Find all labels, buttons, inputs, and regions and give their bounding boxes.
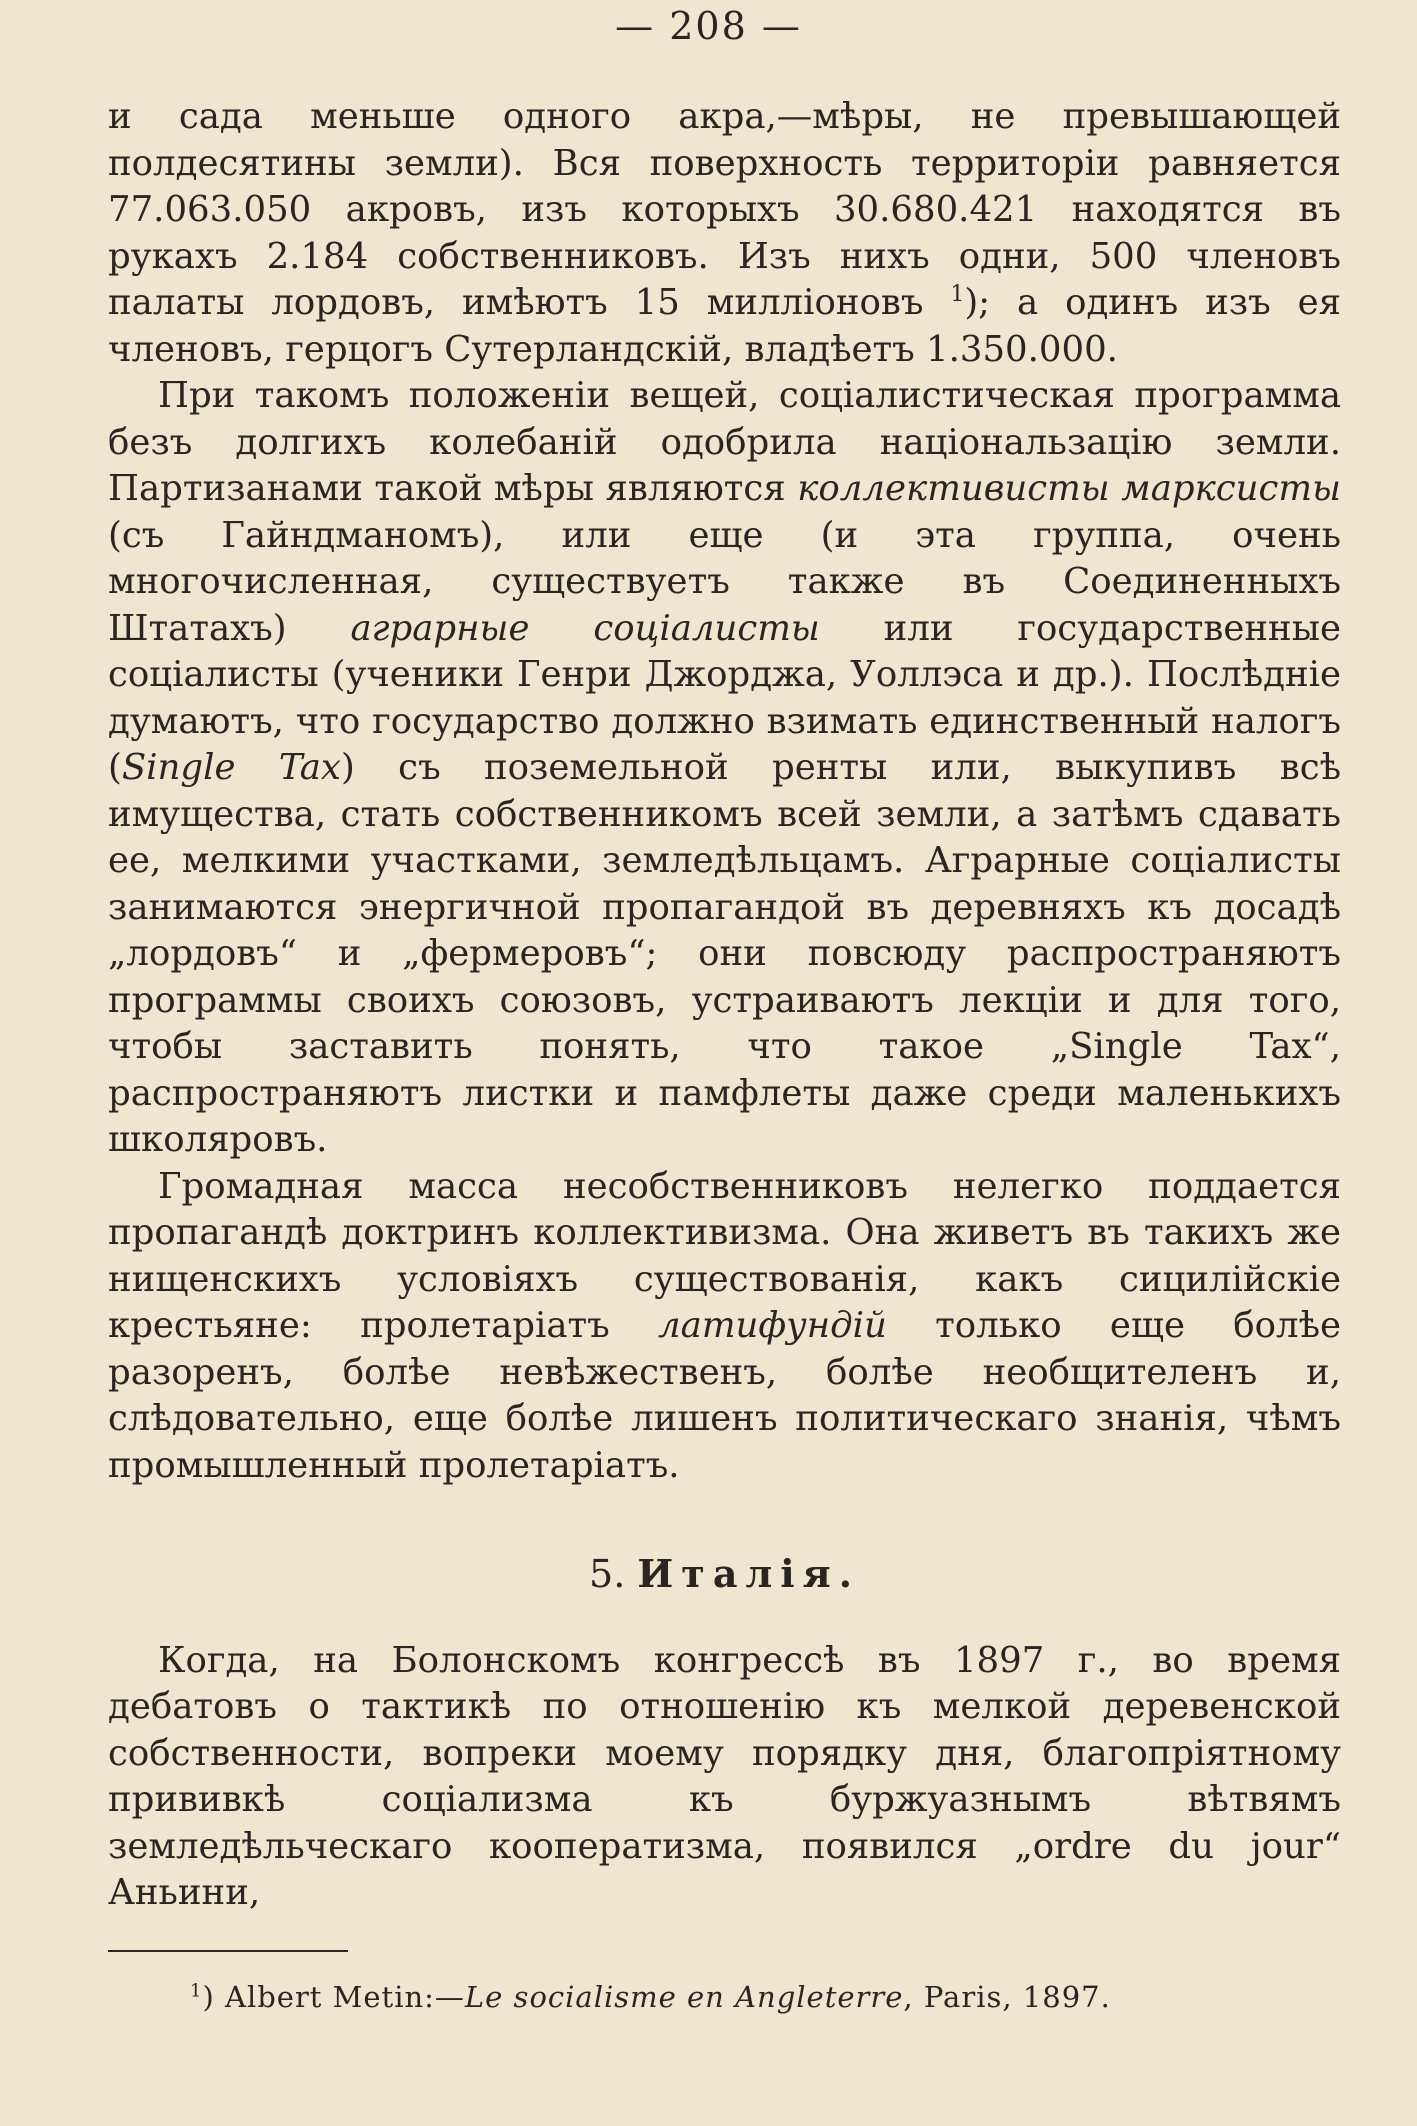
text-segment: ); а одинъ изъ ея членовъ, герцогъ Сутерландскій, владѣетъ 1.350.000.: [108, 282, 1341, 370]
emphasis-text: латифундій: [658, 1305, 887, 1346]
text-segment: только еще болѣе разоренъ, болѣе невѣжественъ, болѣе необщителенъ и, слѣдовательно, еще болѣе лишенъ политическаго знанія, чѣмъ промышленный пролетаріатъ.: [108, 1305, 1341, 1486]
paragraphs: [108, 94, 1341, 1489]
emphasis-text: Single Tax: [121, 747, 341, 788]
section-paragraphs: [108, 1638, 1341, 1917]
footnote: $^1$) Albert Metin:—Le socialisme en Angleterre, Paris, 1897.: [190, 1980, 1111, 2014]
section-number: 5.: [589, 1552, 626, 1596]
footnote-title: Le socialisme en Angleterre: [464, 1980, 904, 2014]
text-segment: Громадная масса несобственниковъ нелегко поддается пропагандѣ доктринъ коллективизма. Она живетъ въ такихъ же нищенскихъ условіяхъ существованія, какъ сицилійскіе крестьяне: пролетаріатъ: [108, 1165, 1341, 1346]
footnote-marker: 1: [190, 1980, 203, 2002]
footnote-reference: 1: [950, 282, 965, 308]
text-segment: и сада меньше одного акра,—мѣры, не превышающей полдесятины земли). Вся поверхность территоріи равняется 77.063.050 акровъ, изъ которыхъ 30.680.421 находятся въ рукахъ 2.184 собственниковъ. Изъ нихъ одни, 500 членовъ палаты лордовъ, имѣютъ 15 милліоновъ: [108, 96, 1341, 323]
body-text: [108, 94, 1341, 1917]
paragraph: [108, 1638, 1341, 1917]
text-segment: ) съ поземельной ренты или, выкупивъ всѣ имущества, стать собственникомъ всей земли, а затѣмъ сдавать ее, мелкими участками, земледѣльцамъ. Аграрные соціалисты занимаются энергичной пропагандой въ деревняхъ къ досадѣ „лордовъ“ и „фермеровъ“; они повсюду распространяютъ программы своихъ союзовъ, устраиваютъ лекціи и для того, чтобы заставить понять, что такое „Single Tax“, распространяютъ листки и памфлеты даже среди маленькихъ школяровъ.: [108, 747, 1341, 1160]
paragraph: [108, 373, 1341, 1164]
section-title: Италія.: [637, 1551, 860, 1596]
page-number: — 208 —: [615, 4, 802, 48]
emphasis-text: коллективисты марксисты: [797, 468, 1341, 509]
paragraph: [108, 1164, 1341, 1490]
text-segment: или государственные соціалисты (ученики Генри Джорджа, Уоллэса и др.). Послѣдніе думаютъ, что государство должно взимать единственный налогъ (: [108, 607, 1341, 788]
footnote-author: Albert Metin:—: [225, 1980, 465, 2014]
text-segment: (съ Гайндманомъ), или еще (и эта группа, очень многочисленная, существуетъ также въ Соединенныхъ Штатахъ): [108, 514, 1341, 649]
text-segment: При такомъ положеніи вещей, соціалистическая программа безъ долгихъ колебаній одобрила національзацію земли. Партизанами такой мѣры являются: [108, 375, 1341, 509]
footnote-divider: [108, 1950, 348, 1952]
footnote-rest: , Paris, 1897.: [903, 1980, 1111, 2014]
section-heading: [108, 1551, 1341, 1598]
text-segment: Когда, на Болонскомъ конгрессѣ въ 1897 г., во время дебатовъ о тактикѣ по отношенію къ мелкой деревенской собственности, вопреки моему порядку дня, благопріятному прививкѣ соціализма къ буржуазнымъ вѣтвямъ земледѣльческаго кооператизма, появился „ordre du jour“ Аньини,: [108, 1639, 1341, 1913]
emphasis-text: аграрные соціалисты: [350, 607, 820, 649]
paragraph: [108, 94, 1341, 373]
